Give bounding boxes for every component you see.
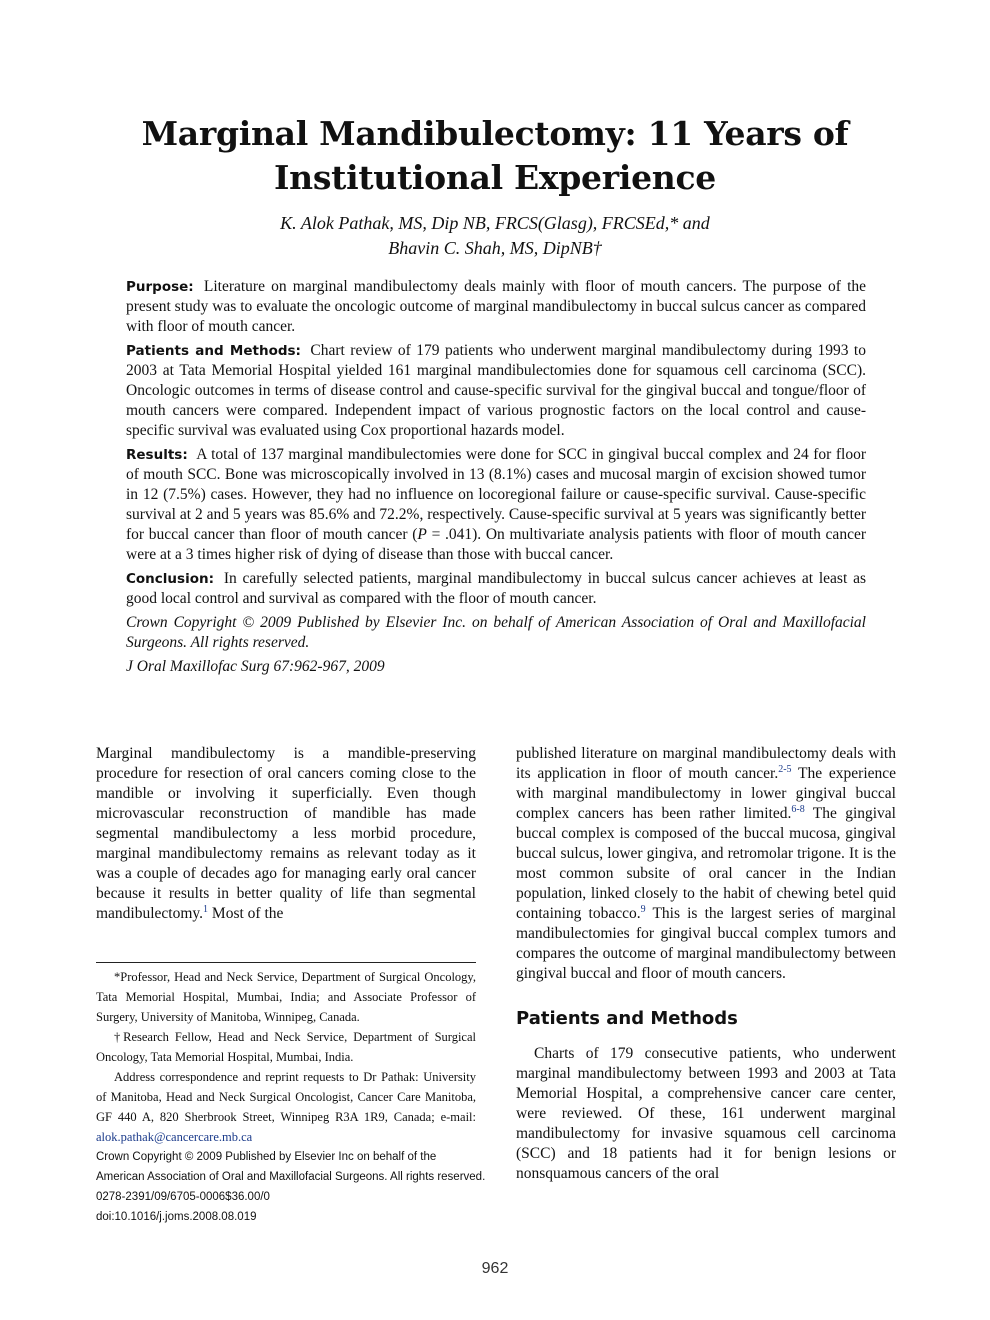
footnote-author-1: *Professor, Head and Neck Service, Department of Surgical Oncology, Tata Memorial Hospital, Mumbai, India; and Associate Professor of Surgery, University of Manitoba, Winnipeg, Canada.: [96, 970, 476, 1024]
abstract: [126, 277, 866, 681]
conclusion-label: Conclusion:: [126, 571, 214, 587]
footnotes: [96, 962, 486, 1227]
author-line-1: K. Alok Pathak, MS, Dip NB, FRCS(Glasg), FRCSEd,* and: [280, 213, 710, 233]
author-line-2: Bhavin C. Shah, MS, DipNB†: [388, 238, 602, 258]
intro-paragraph: Marginal mandibulectomy is a mandible-preserving procedure for resection of oral cancers coming close to the mandible or involving it superficially. Even though microvascular reconstruction of mandible has made segmental mandibulectomy a less morbid procedure, marginal mandibulectomy remains as relevant today as it was a couple of decades ago for managing early oral cancer because it results in better quality of life than segmental mandibulectomy.$^1$ Most of the: [96, 745, 476, 922]
methods-text: Chart review of 179 patients who underwent marginal mandibulectomy during 1993 to 2003 at Tata Memorial Hospital yielded 161 marginal mandibulectomies done for squamous cell carcinoma (SCC). Oncologic outcomes in terms of disease control and cause-specific survival for the gingival buccal and tongue/floor of mouth cancers were compared. Independent impact of various prognostic factors on the local control and cause-specific survival was evaluated using Cox proportional hazards model.: [126, 342, 866, 439]
abstract-purpose: [126, 277, 866, 337]
results-label: Results:: [126, 447, 188, 463]
left-column: [96, 744, 476, 924]
copyright-line-2: American Association of Oral and Maxillofacial Surgeons. All rights reserved.: [96, 1171, 486, 1183]
conclusion-text: In carefully selected patients, marginal mandibulectomy in buccal sulcus cancer achieves at least as good local control and survival as compared with the floor of mouth cancer.: [126, 570, 866, 607]
reference-link[interactable]: 1: [203, 903, 209, 915]
issn: 0278-2391/09/6705-0006$36.00/0: [96, 1191, 270, 1203]
reference-link[interactable]: 6-8: [791, 803, 805, 815]
page-number: 962: [481, 1260, 509, 1277]
copyright-line-1: Crown Copyright © 2009 Published by Elsevier Inc on behalf of the: [96, 1151, 437, 1163]
abstract-methods: [126, 341, 866, 441]
abstract-conclusion: [126, 569, 866, 609]
right-column: [516, 744, 896, 1184]
journal-citation: J Oral Maxillofac Surg 67:962-967, 2009: [126, 658, 385, 675]
footnote-author-2: †Research Fellow, Head and Neck Service, Department of Surgical Oncology, Tata Memorial Hospital, Mumbai, India.: [96, 1030, 476, 1064]
purpose-text: Literature on marginal mandibulectomy deals mainly with floor of mouth cancers. The purpose of the present study was to evaluate the oncologic outcome of marginal mandibulectomy in buccal sulcus cancer as compared with floor of mouth cancer.: [126, 278, 867, 335]
p-value-symbol: P: [417, 526, 427, 543]
purpose-label: Purpose:: [126, 279, 194, 295]
footnote-correspondence: Address correspondence and reprint requests to Dr Pathak: University of Manitoba, Head and Neck Surgical Oncologist, Cancer Care Manitoba, GF 440 A, 820 Sherbrook Street, Winnipeg R3A 1R9, Canada; e-mail: alok.pathak@cancercare.mb.ca: [96, 1070, 476, 1144]
results-text: A total of 137 marginal mandibulectomies were done for SCC in gingival buccal complex and 24 for floor of mouth SCC. Bone was microscopically involved in 13 (8.1%) cases and mucosal margin of excision showed tumor in 12 (7.5%) cases. However, they had no influence on locoregional failure or cause-specific survival. Cause-specific survival at 2 and 5 years was 85.6% and 72.2%, respectively. Cause-specific survival at 5 years was significantly better for buccal cancer than floor of mouth cancer (P = .041). On multivariate analysis patients with floor of mouth cancer were at a 3 times higher risk of dying of disease than those with buccal cancer.: [126, 446, 867, 563]
methods-label: Patients and Methods:: [126, 343, 301, 359]
abstract-results: [126, 445, 866, 565]
author-list: [100, 211, 890, 261]
email-link[interactable]: alok.pathak@cancercare.mb.ca: [96, 1130, 253, 1144]
abstract-copyright: Crown Copyright © 2009 Published by Elsevier Inc. on behalf of American Association of Oral and Maxillofacial Surgeons. All rights reserved.: [126, 614, 866, 651]
doi: doi:10.1016/j.joms.2008.08.019: [96, 1211, 257, 1223]
reference-link[interactable]: 9: [640, 903, 646, 915]
methods-paragraph: Charts of 179 consecutive patients, who underwent marginal mandibulectomy between 1993 and 2003 at Tata Memorial Hospital, a comprehensive cancer care center, were reviewed. Of these, 161 underwent marginal mandibulectomy for invasive squamous cell carcinoma (SCC) and 18 patients had it for benign lesions or nonsquamous cancers of the oral: [516, 1045, 896, 1182]
intro-continued-paragraph: published literature on marginal mandibulectomy deals with its application in floor of mouth cancer.$^{2-5}$ The experience with marginal mandibulectomy in lower gingival buccal complex cancers has been rather limited.$^{6-8}$ The gingival buccal complex is composed of the buccal mucosa, gingival buccal sulcus, lower gingiva, and retromolar trigone. It is the most common subsite of oral cancer in the Indian population, linked closely to the habit of chewing betel quid containing tobacco.$^9$ This is the largest series of marginal mandibulectomies for gingival buccal complex tumors and compares the outcome of marginal mandibulectomy between gingival buccal and floor of mouth cancers.: [516, 745, 897, 982]
reference-link[interactable]: 2-5: [778, 763, 792, 775]
section-heading-methods: Patients and Methods: [516, 1008, 738, 1029]
copyright-block: [96, 1147, 486, 1227]
article-title: Marginal Mandibulectomy: 11 Years of Institutional Experience: [141, 114, 849, 197]
